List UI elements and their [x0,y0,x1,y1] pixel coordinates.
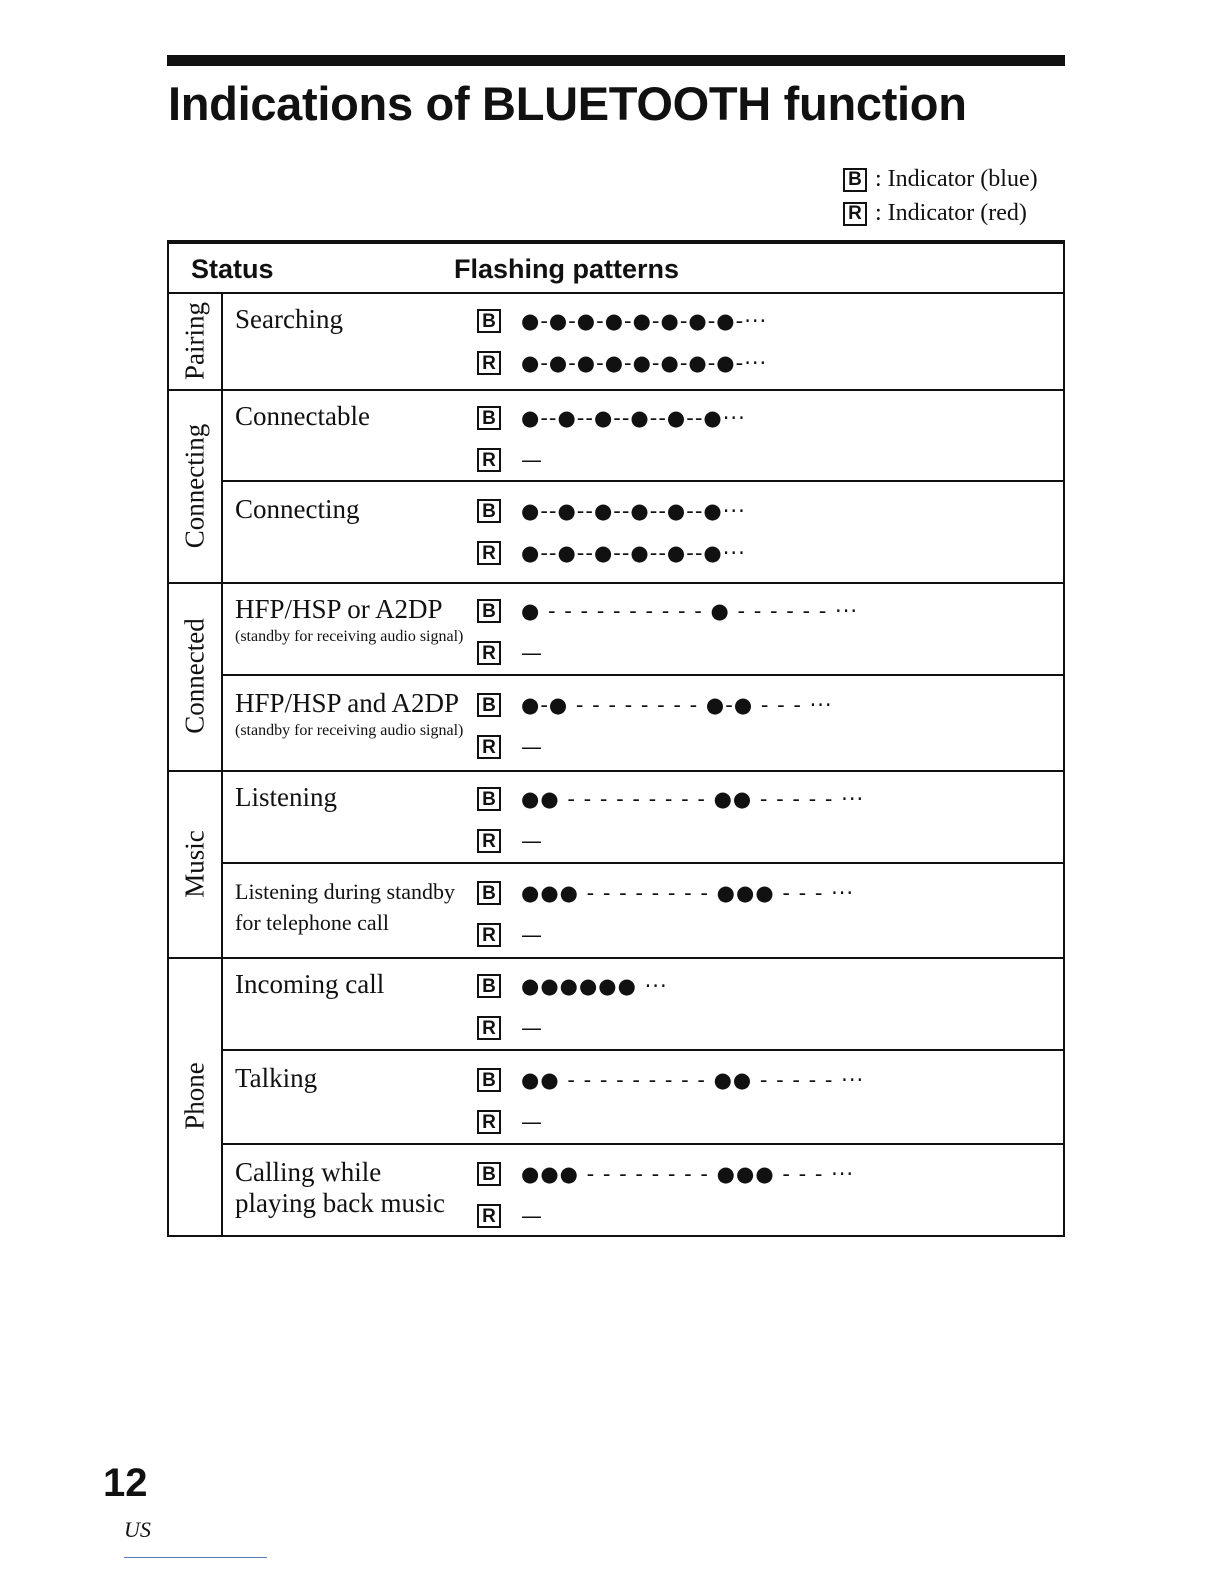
status-label: Listening [235,782,337,812]
red-indicator-row [477,1105,543,1139]
flashing-pattern: — [521,448,543,472]
status-label: Searching [235,304,343,334]
blue-indicator-icon: B [477,974,501,998]
blue-indicator-row [477,1063,864,1097]
blue-indicator-row [477,969,668,1003]
blue-indicator-row [477,1157,854,1191]
red-indicator-icon: R [477,1016,501,1040]
red-indicator-icon: R [843,202,867,226]
blue-indicator-row [477,494,746,528]
status-label: Calling while [235,1157,382,1187]
legend-blue [843,166,1038,193]
header-status: Status [191,254,274,284]
red-indicator-icon: R [477,541,501,565]
page-title: Indications of BLUETOOTH function [168,77,967,130]
group-label [169,582,223,770]
flashing-pattern: ●-●-●-●-●-●-●-●-··· [521,351,768,375]
blue-indicator-row [477,594,858,628]
table-row [223,389,1063,482]
red-indicator-icon: R [477,351,501,375]
status-label: Connecting [235,494,360,524]
red-indicator-row [477,1011,543,1045]
flashing-pattern: — [521,735,543,759]
flashing-pattern: ●-●-●-●-●-●-●-●-··· [521,309,768,333]
flashing-pattern: — [521,829,543,853]
red-indicator-row [477,636,543,670]
flashing-pattern: ●● - - - - - - - - - ●● - - - - - ··· [521,1068,865,1092]
status-sublabel: (standby for receiving audio signal) [235,628,464,645]
red-indicator-icon: R [477,829,501,853]
blue-indicator-icon: B [477,599,501,623]
group-label [169,389,223,582]
red-indicator-icon: R [477,735,501,759]
group-music [169,770,1063,959]
status-label-line2: playing back music [235,1188,445,1218]
flashing-pattern: ●-● - - - - - - - - ●-● - - - ··· [521,693,833,717]
group-connected [169,582,1063,772]
blue-indicator-row [477,876,854,910]
region-code: US [124,1517,151,1542]
flashing-pattern: ●●● - - - - - - - - ●●● - - - ··· [521,881,855,905]
group-label-text: Pairing [179,301,210,380]
legend-blue-label: : Indicator (blue) [875,166,1038,192]
group-phone [169,957,1063,1235]
blue-indicator-icon: B [477,309,501,333]
status-sublabel: (standby for receiving audio signal) [235,722,464,739]
top-rule [167,55,1065,66]
table-row [223,582,1063,676]
status-label: HFP/HSP or A2DP [235,594,443,624]
table-row [223,864,1063,957]
legend-red-label: : Indicator (red) [875,200,1027,226]
red-indicator-row [477,536,746,570]
status-label: Incoming call [235,969,385,999]
flashing-pattern: ●--●--●--●--●--●··· [521,541,746,565]
blue-indicator-icon: B [477,1068,501,1092]
red-indicator-row [477,730,543,764]
flashing-pattern: — [521,1016,543,1040]
status-label-line2: for telephone call [235,910,389,935]
red-indicator-row [477,346,767,380]
red-indicator-icon: R [477,1204,501,1228]
flashing-pattern: ● - - - - - - - - - - ● - - - - - - ··· [521,599,859,623]
group-label [169,770,223,957]
table-row [223,292,1063,387]
red-indicator-row [477,918,543,952]
bottom-rule [124,1557,267,1558]
group-label-text: Music [179,829,210,898]
blue-indicator-icon: B [477,693,501,717]
red-indicator-icon: R [477,1110,501,1134]
status-label: Connectable [235,401,370,431]
page-number: 12 [103,1461,148,1505]
blue-indicator-icon: B [477,406,501,430]
flashing-pattern: — [521,923,543,947]
red-indicator-icon: R [477,923,501,947]
blue-indicator-icon: B [843,168,867,192]
group-label-text: Phone [179,1062,210,1130]
red-indicator-row [477,443,543,477]
blue-indicator-icon: B [477,1162,501,1186]
flashing-pattern: — [521,1110,543,1134]
flashing-pattern: ●--●--●--●--●--●··· [521,406,746,430]
indications-table [167,240,1065,1237]
group-label-text: Connecting [179,423,210,548]
table-row [223,676,1063,770]
table-row [223,1145,1063,1235]
table-row [223,482,1063,580]
status-label: Talking [235,1063,318,1093]
blue-indicator-row [477,304,767,338]
blue-indicator-icon: B [477,499,501,523]
red-indicator-row [477,824,543,858]
flashing-pattern: — [521,641,543,665]
blue-indicator-icon: B [477,881,501,905]
group-connecting [169,389,1063,584]
blue-indicator-row [477,688,833,722]
blue-indicator-row [477,401,746,435]
table-row [223,770,1063,864]
red-indicator-row [477,1199,543,1233]
header-flashing-patterns: Flashing patterns [454,254,680,284]
flashing-pattern: — [521,1204,543,1228]
table-header [169,244,1063,294]
group-pairing [169,292,1063,391]
group-label-text: Connected [179,618,210,734]
flashing-pattern: ●●● - - - - - - - - ●●● - - - ··· [521,1162,855,1186]
blue-indicator-row [477,782,864,816]
table-row [223,957,1063,1051]
flashing-pattern: ●--●--●--●--●--●··· [521,499,746,523]
flashing-pattern: ●● - - - - - - - - - ●● - - - - - ··· [521,787,865,811]
table-row [223,1051,1063,1145]
status-label: HFP/HSP and A2DP [235,688,460,718]
flashing-pattern: ●●●●●● ··· [521,974,668,998]
legend-red [843,200,1027,227]
red-indicator-icon: R [477,641,501,665]
status-label: Listening during standby [235,879,455,904]
group-label [169,292,223,389]
red-indicator-icon: R [477,448,501,472]
group-label [169,957,223,1235]
blue-indicator-icon: B [477,787,501,811]
